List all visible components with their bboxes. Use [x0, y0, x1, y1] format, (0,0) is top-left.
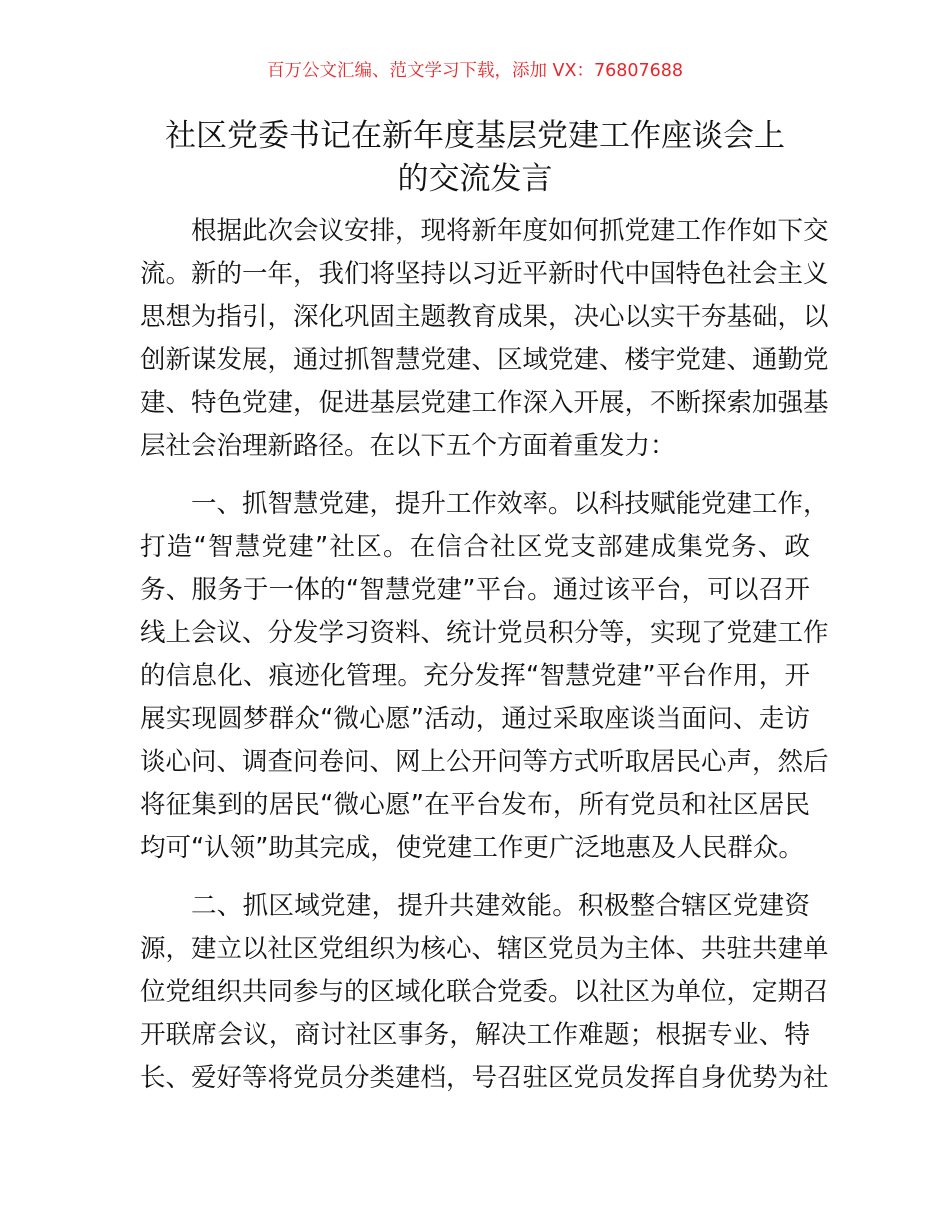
header-notice: 百万公文汇编、范文学习下载，添加 VX：76807688 [266, 61, 684, 81]
text-line: 层社会治理新路径。在以下五个方面着重发力： [140, 431, 676, 461]
text-line: 流。新的一年，我们将坚持以习近平新时代中国特色社会主义 [140, 259, 829, 289]
text-line: 根据此次会议安排，现将新年度如何抓党建工作作如下交 [191, 216, 829, 246]
text-line: 创新谋发展，通过抓智慧党建、区域党建、楼宇党建、通勤党 [140, 345, 829, 375]
text-line: 建、特色党建，促进基层党建工作深入开展，不断探索加强基 [140, 388, 829, 418]
text-line: 的信息化、痕迹化管理。充分发挥“智慧党建”平台作用，开 [140, 661, 810, 691]
document-body [140, 210, 829, 1115]
document-title [100, 115, 850, 201]
text-line: 二、抓区域党建，提升共建效能。积极整合辖区党建资 [191, 891, 810, 921]
text-line: 将征集到的居民“微心愿”在平台发布，所有党员和社区居民 [140, 790, 810, 820]
text-line: 务、服务于一体的“智慧党建”平台。通过该平台，可以召开 [140, 575, 810, 605]
paragraph [140, 483, 829, 870]
text-line: 长、爱好等将党员分类建档，号召驻区党员发挥自身优势为社 [140, 1063, 829, 1093]
text-line: 位党组织共同参与的区域化联合党委。以社区为单位，定期召 [140, 977, 829, 1007]
text-line: 开联席会议，商讨社区事务，解决工作难题；根据专业、特 [140, 1020, 810, 1050]
text-line: 展实现圆梦群众“微心愿”活动，通过采取座谈当面问、走访 [140, 704, 810, 734]
text-line: 打造“智慧党建”社区。在信合社区党支部建成集党务、政 [140, 532, 810, 562]
text-line: 一、抓智慧党建，提升工作效率。以科技赋能党建工作， [191, 489, 829, 519]
text-line: 线上会议、分发学习资料、统计党员积分等，实现了党建工作 [140, 618, 829, 648]
title-line: 的交流发言 [397, 161, 553, 197]
text-line: 均可“认领”助其完成，使党建工作更广泛地惠及人民群众。 [140, 833, 804, 863]
text-line: 思想为指引，深化巩固主题教育成果，决心以实干夯基础，以 [140, 302, 829, 332]
title-line: 社区党委书记在新年度基层党建工作座谈会上 [165, 118, 785, 154]
text-line: 源，建立以社区党组织为核心、辖区党员为主体、共驻共建单 [140, 934, 829, 964]
paragraph [140, 885, 829, 1100]
paragraph [140, 210, 829, 468]
text-line: 谈心问、调查问卷问、网上公开问等方式听取居民心声，然后 [140, 747, 829, 777]
